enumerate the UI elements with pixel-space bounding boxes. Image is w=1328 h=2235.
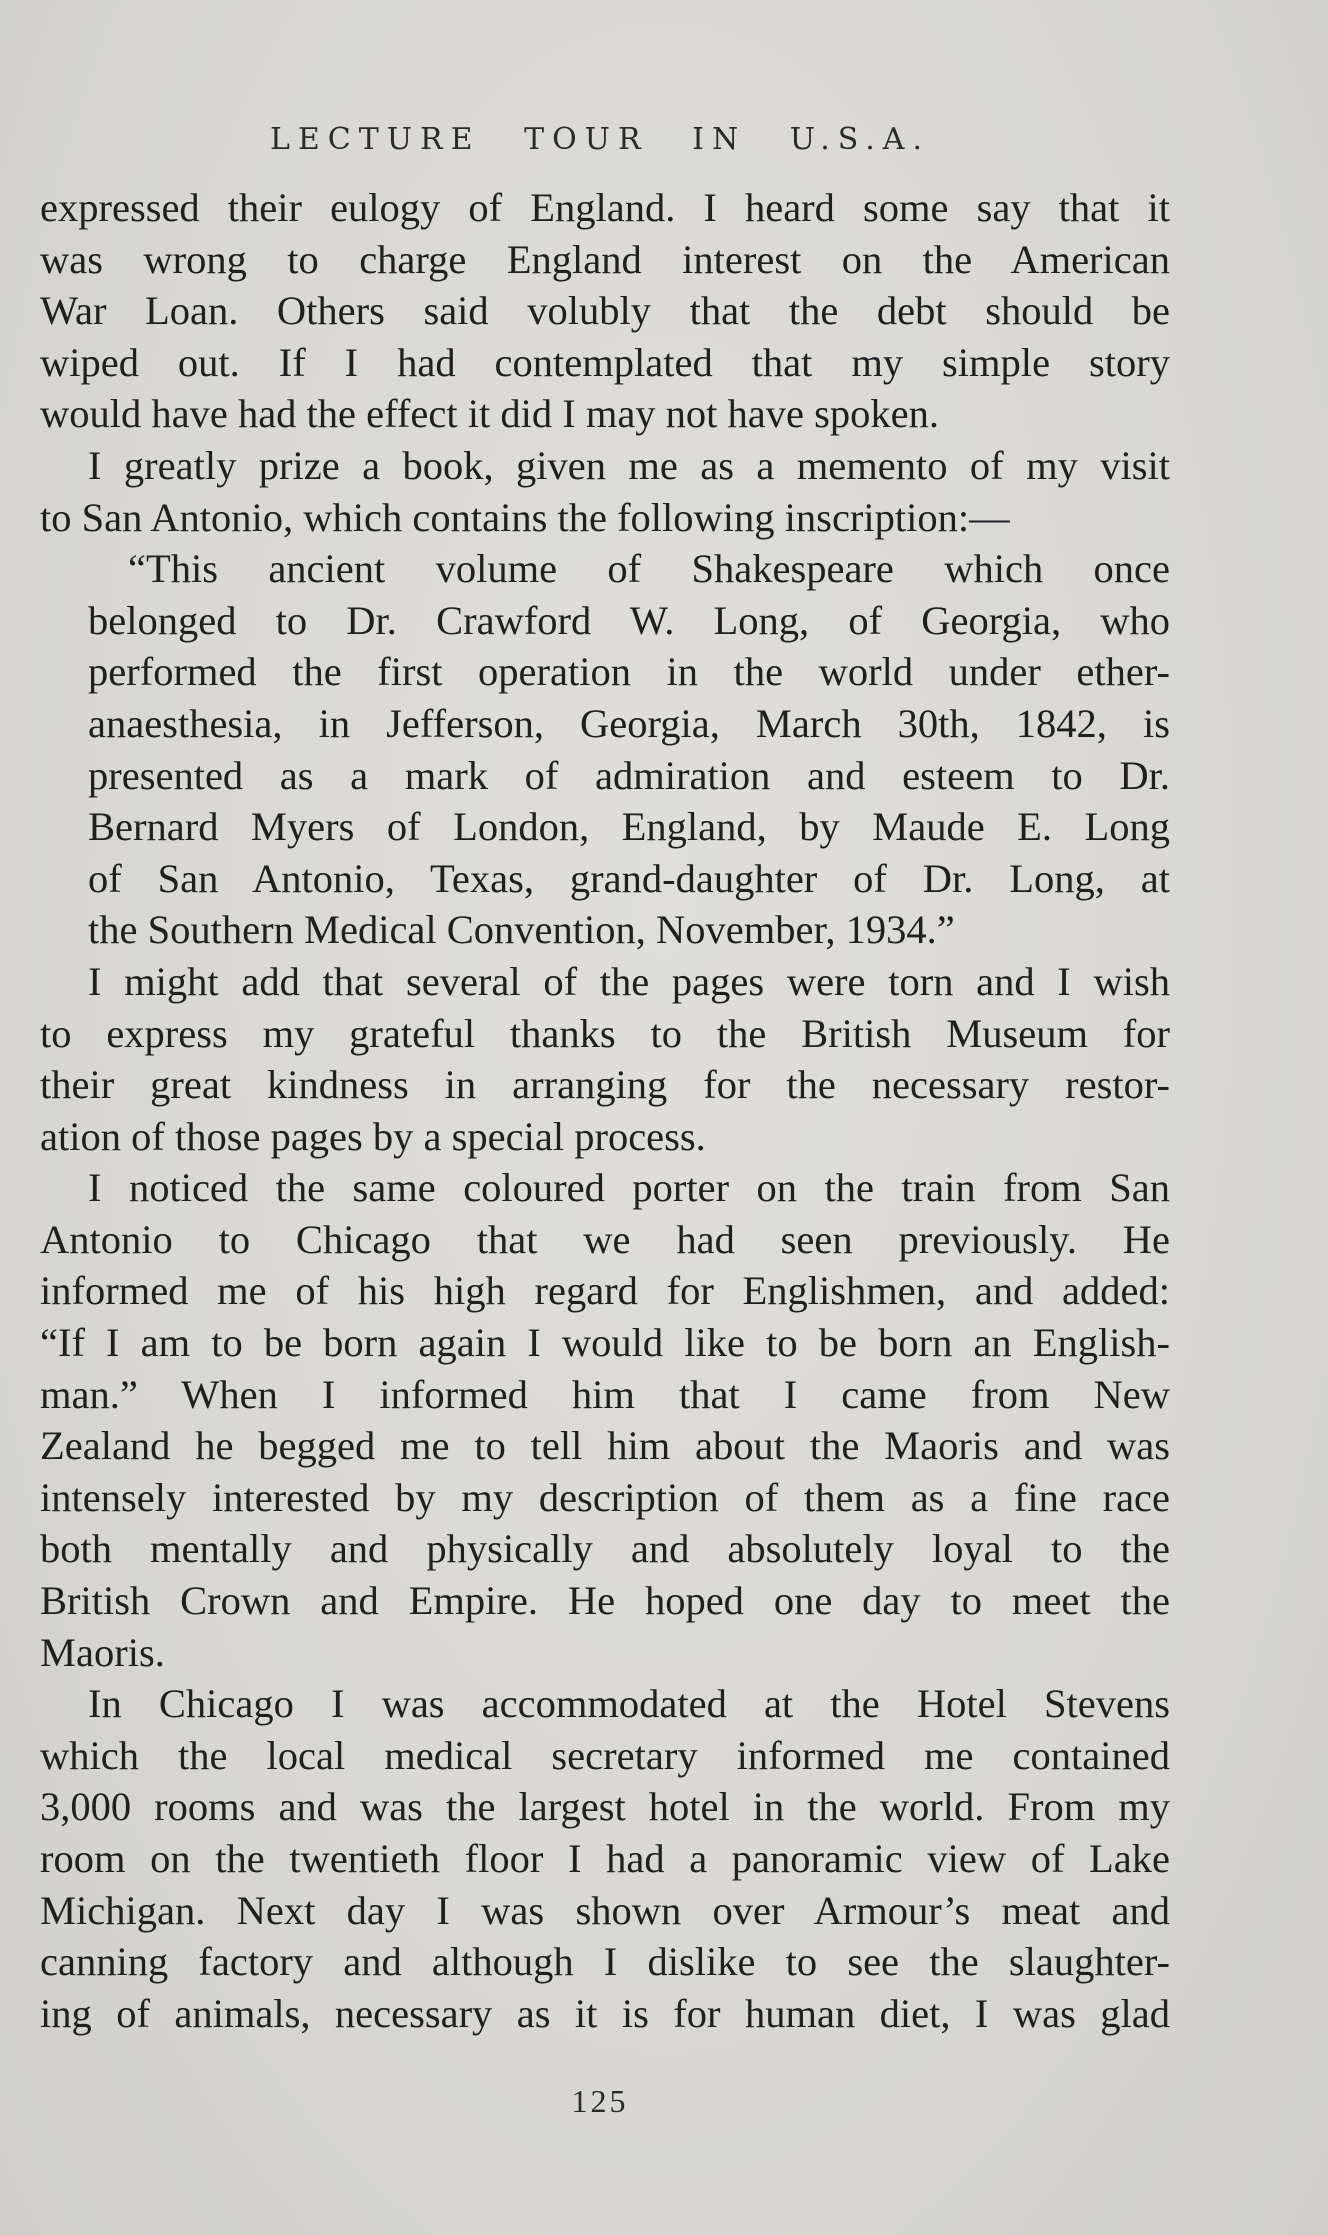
quote-line: Bernard Myers of London, England, by Maude E. Long: [88, 804, 1170, 850]
text-line: Antonio to Chicago that we had seen previously. He: [40, 1216, 1170, 1262]
text-line: ation of those pages by a special process.: [40, 1113, 706, 1159]
text-line: intensely interested by my description of them as a fine race: [40, 1474, 1170, 1520]
quote-line: belonged to Dr. Crawford W. Long, of Georgia, who: [88, 597, 1170, 643]
text-line: Michigan. Next day I was shown over Armour’s meat and: [40, 1887, 1170, 1933]
text-line: ing of animals, necessary as it is for human diet, I was glad: [40, 1990, 1170, 2036]
text-line: Zealand he begged me to tell him about the Maoris and was: [40, 1423, 1170, 1469]
text-line: I noticed the same coloured porter on the train from San: [88, 1165, 1170, 1211]
quote-line: of San Antonio, Texas, grand-daughter of Dr. Long, at: [88, 855, 1170, 901]
body-text: [40, 182, 1170, 2039]
text-line: informed me of his high regard for Englishmen, and added:: [40, 1268, 1170, 1314]
text-line: I might add that several of the pages were torn and I wish: [88, 958, 1170, 1004]
text-line: their great kindness in arranging for the necessary restor-: [40, 1062, 1170, 1108]
quote-line: performed the first operation in the world under ether-: [88, 649, 1170, 695]
running-head: LECTURE TOUR IN U.S.A.: [269, 122, 931, 157]
quote-line: presented as a mark of admiration and esteem to Dr.: [88, 752, 1170, 798]
quote-line: the Southern Medical Convention, November, 1934.”: [88, 907, 955, 953]
text-line: canning factory and although I dislike to see the slaughter-: [40, 1939, 1170, 1985]
text-line: which the local medical secretary informed me contained: [40, 1732, 1170, 1778]
text-line: room on the twentieth floor I had a panoramic view of Lake: [40, 1836, 1170, 1881]
text-line: British Crown and Empire. He hoped one day to meet the: [40, 1578, 1170, 1624]
text-line: to express my grateful thanks to the British Museum for: [40, 1010, 1170, 1056]
text-line: Maoris.: [40, 1629, 165, 1675]
page-number: 125: [571, 2083, 629, 2119]
text-line: was wrong to charge England interest on the American: [40, 236, 1170, 282]
text-line: War Loan. Others said volubly that the debt should be: [40, 288, 1170, 334]
text-line: In Chicago I was accommodated at the Hotel Stevens: [88, 1681, 1170, 1727]
text-line: “If I am to be born again I would like to be born an English-: [40, 1320, 1170, 1366]
text-line: I greatly prize a book, given me as a memento of my visit: [88, 442, 1170, 488]
quote-line: anaesthesia, in Jefferson, Georgia, March 30th, 1842, is: [88, 700, 1170, 746]
quote-line: “This ancient volume of Shakespeare which once: [128, 546, 1170, 592]
text-line: would have had the effect it did I may not have spoken.: [40, 391, 939, 437]
text-line: wiped out. If I had contemplated that my simple story: [40, 339, 1170, 385]
text-line: to San Antonio, which contains the following inscription:—: [40, 494, 1010, 540]
text-line: expressed their eulogy of England. I heard some say that it: [40, 185, 1170, 230]
text-line: 3,000 rooms and was the largest hotel in the world. From my: [40, 1784, 1170, 1830]
text-line: both mentally and physically and absolutely loyal to the: [40, 1526, 1170, 1572]
text-line: man.” When I informed him that I came from New: [40, 1371, 1170, 1417]
